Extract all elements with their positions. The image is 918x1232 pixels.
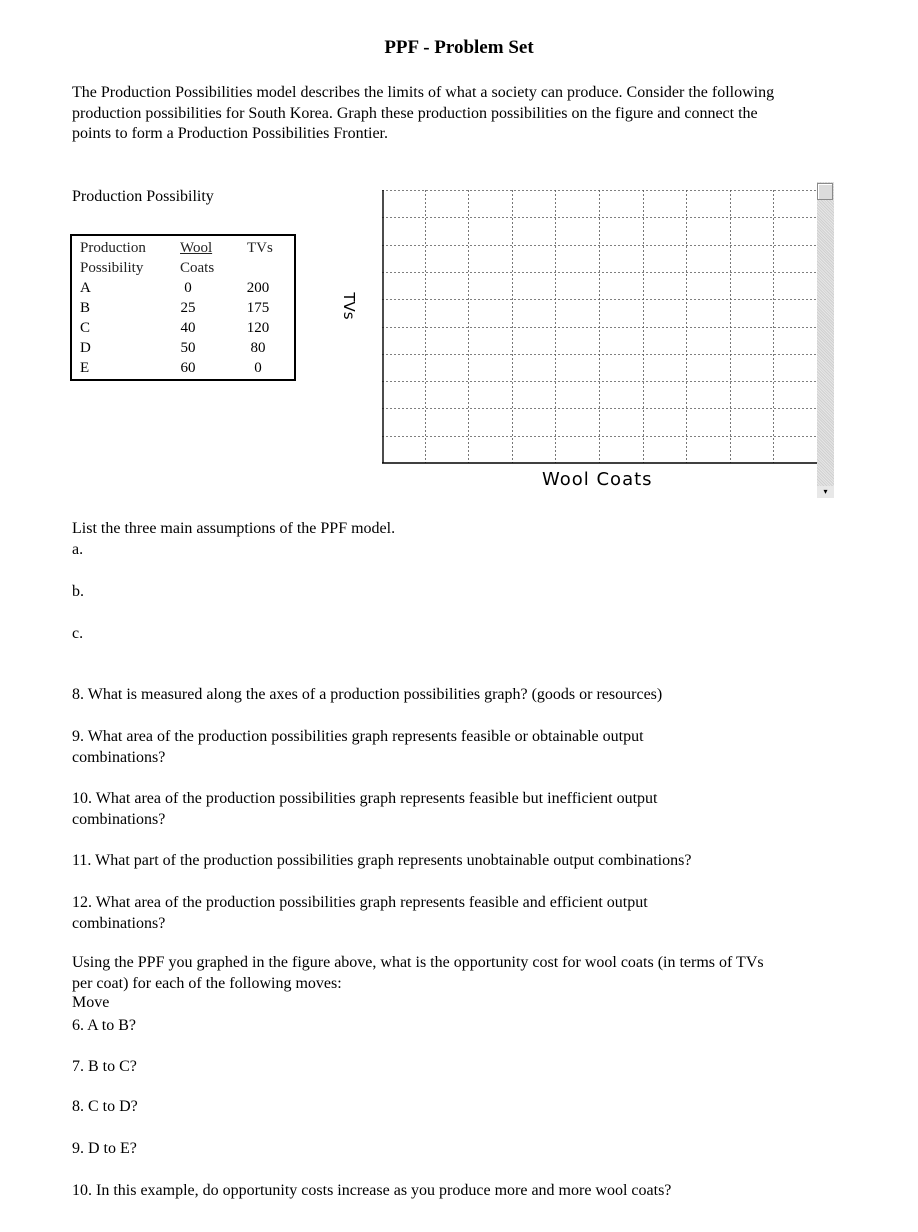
y-axis-label: TVs	[340, 292, 358, 320]
header-possibility: Possibility	[80, 260, 144, 276]
row-wool: 50	[180, 340, 196, 356]
move-d-to-e: 9. D to E?	[72, 1140, 137, 1157]
scrollbar-track[interactable]	[817, 182, 834, 498]
header-tvs: TVs	[247, 240, 273, 256]
assumptions-prompt: List the three main assumptions of the PPF model.	[72, 520, 396, 537]
page-title: PPF - Problem Set	[384, 37, 534, 58]
scrollbar-thumb[interactable]	[817, 183, 833, 200]
question-12: 12. What area of the production possibilities graph represents feasible and efficient output combinations?	[72, 894, 648, 932]
row-label: D	[80, 340, 91, 356]
move-label: Move	[72, 994, 110, 1011]
table-caption: Production Possibility	[72, 188, 214, 205]
question-11: 11. What part of the production possibilities graph represents unobtainable output combinations?	[72, 852, 692, 869]
row-tvs: 175	[246, 300, 270, 316]
row-tvs: 120	[246, 320, 270, 336]
intro-paragraph: The Production Possibilities model describes the limits of what a society can produce. Consider the following production possibilities for South Korea. Graph these production possibilities on the figure and connect the points to form a Production Possibilities Frontier.	[72, 84, 775, 142]
row-label: B	[80, 300, 91, 316]
assumption-b: b.	[72, 583, 84, 600]
row-tvs: 80	[250, 340, 266, 356]
row-label: A	[80, 280, 91, 296]
question-9: 9. What area of the production possibilities graph represents feasible or obtainable output combinations?	[72, 728, 644, 766]
move-c-to-d: 8. C to D?	[72, 1098, 138, 1115]
header-coats: Coats	[180, 260, 215, 276]
move-a-to-b: 6. A to B?	[72, 1017, 137, 1034]
row-wool: 40	[180, 320, 196, 336]
row-tvs: 200	[246, 280, 270, 296]
header-production: Production	[80, 240, 146, 256]
question-10: 10. What area of the production possibilities graph represents feasible but inefficient output combinations?	[72, 790, 658, 828]
row-wool: 60	[180, 360, 196, 376]
row-tvs: 0	[254, 360, 262, 376]
question-opportunity-increase: 10. In this example, do opportunity costs increase as you produce more and more wool coats?	[72, 1182, 672, 1199]
x-axis-label: Wool Coats	[542, 469, 653, 490]
row-wool: 0	[184, 280, 192, 296]
row-label: E	[80, 360, 90, 376]
header-wool: Wool	[180, 240, 213, 256]
row-wool: 25	[180, 300, 196, 316]
production-table	[70, 234, 296, 381]
question-8: 8. What is measured along the axes of a production possibilities graph? (goods or resources)	[72, 686, 663, 703]
assumption-c: c.	[72, 625, 84, 642]
ppf-graph-grid	[382, 190, 818, 464]
move-b-to-c: 7. B to C?	[72, 1058, 137, 1075]
opportunity-prompt: Using the PPF you graphed in the figure above, what is the opportunity cost for wool coats (in terms of TVs per coat) for each of the following moves:	[72, 954, 764, 992]
assumption-a: a.	[72, 541, 84, 558]
row-label: C	[80, 320, 91, 336]
scroll-down-button[interactable]: ▾	[817, 486, 834, 498]
